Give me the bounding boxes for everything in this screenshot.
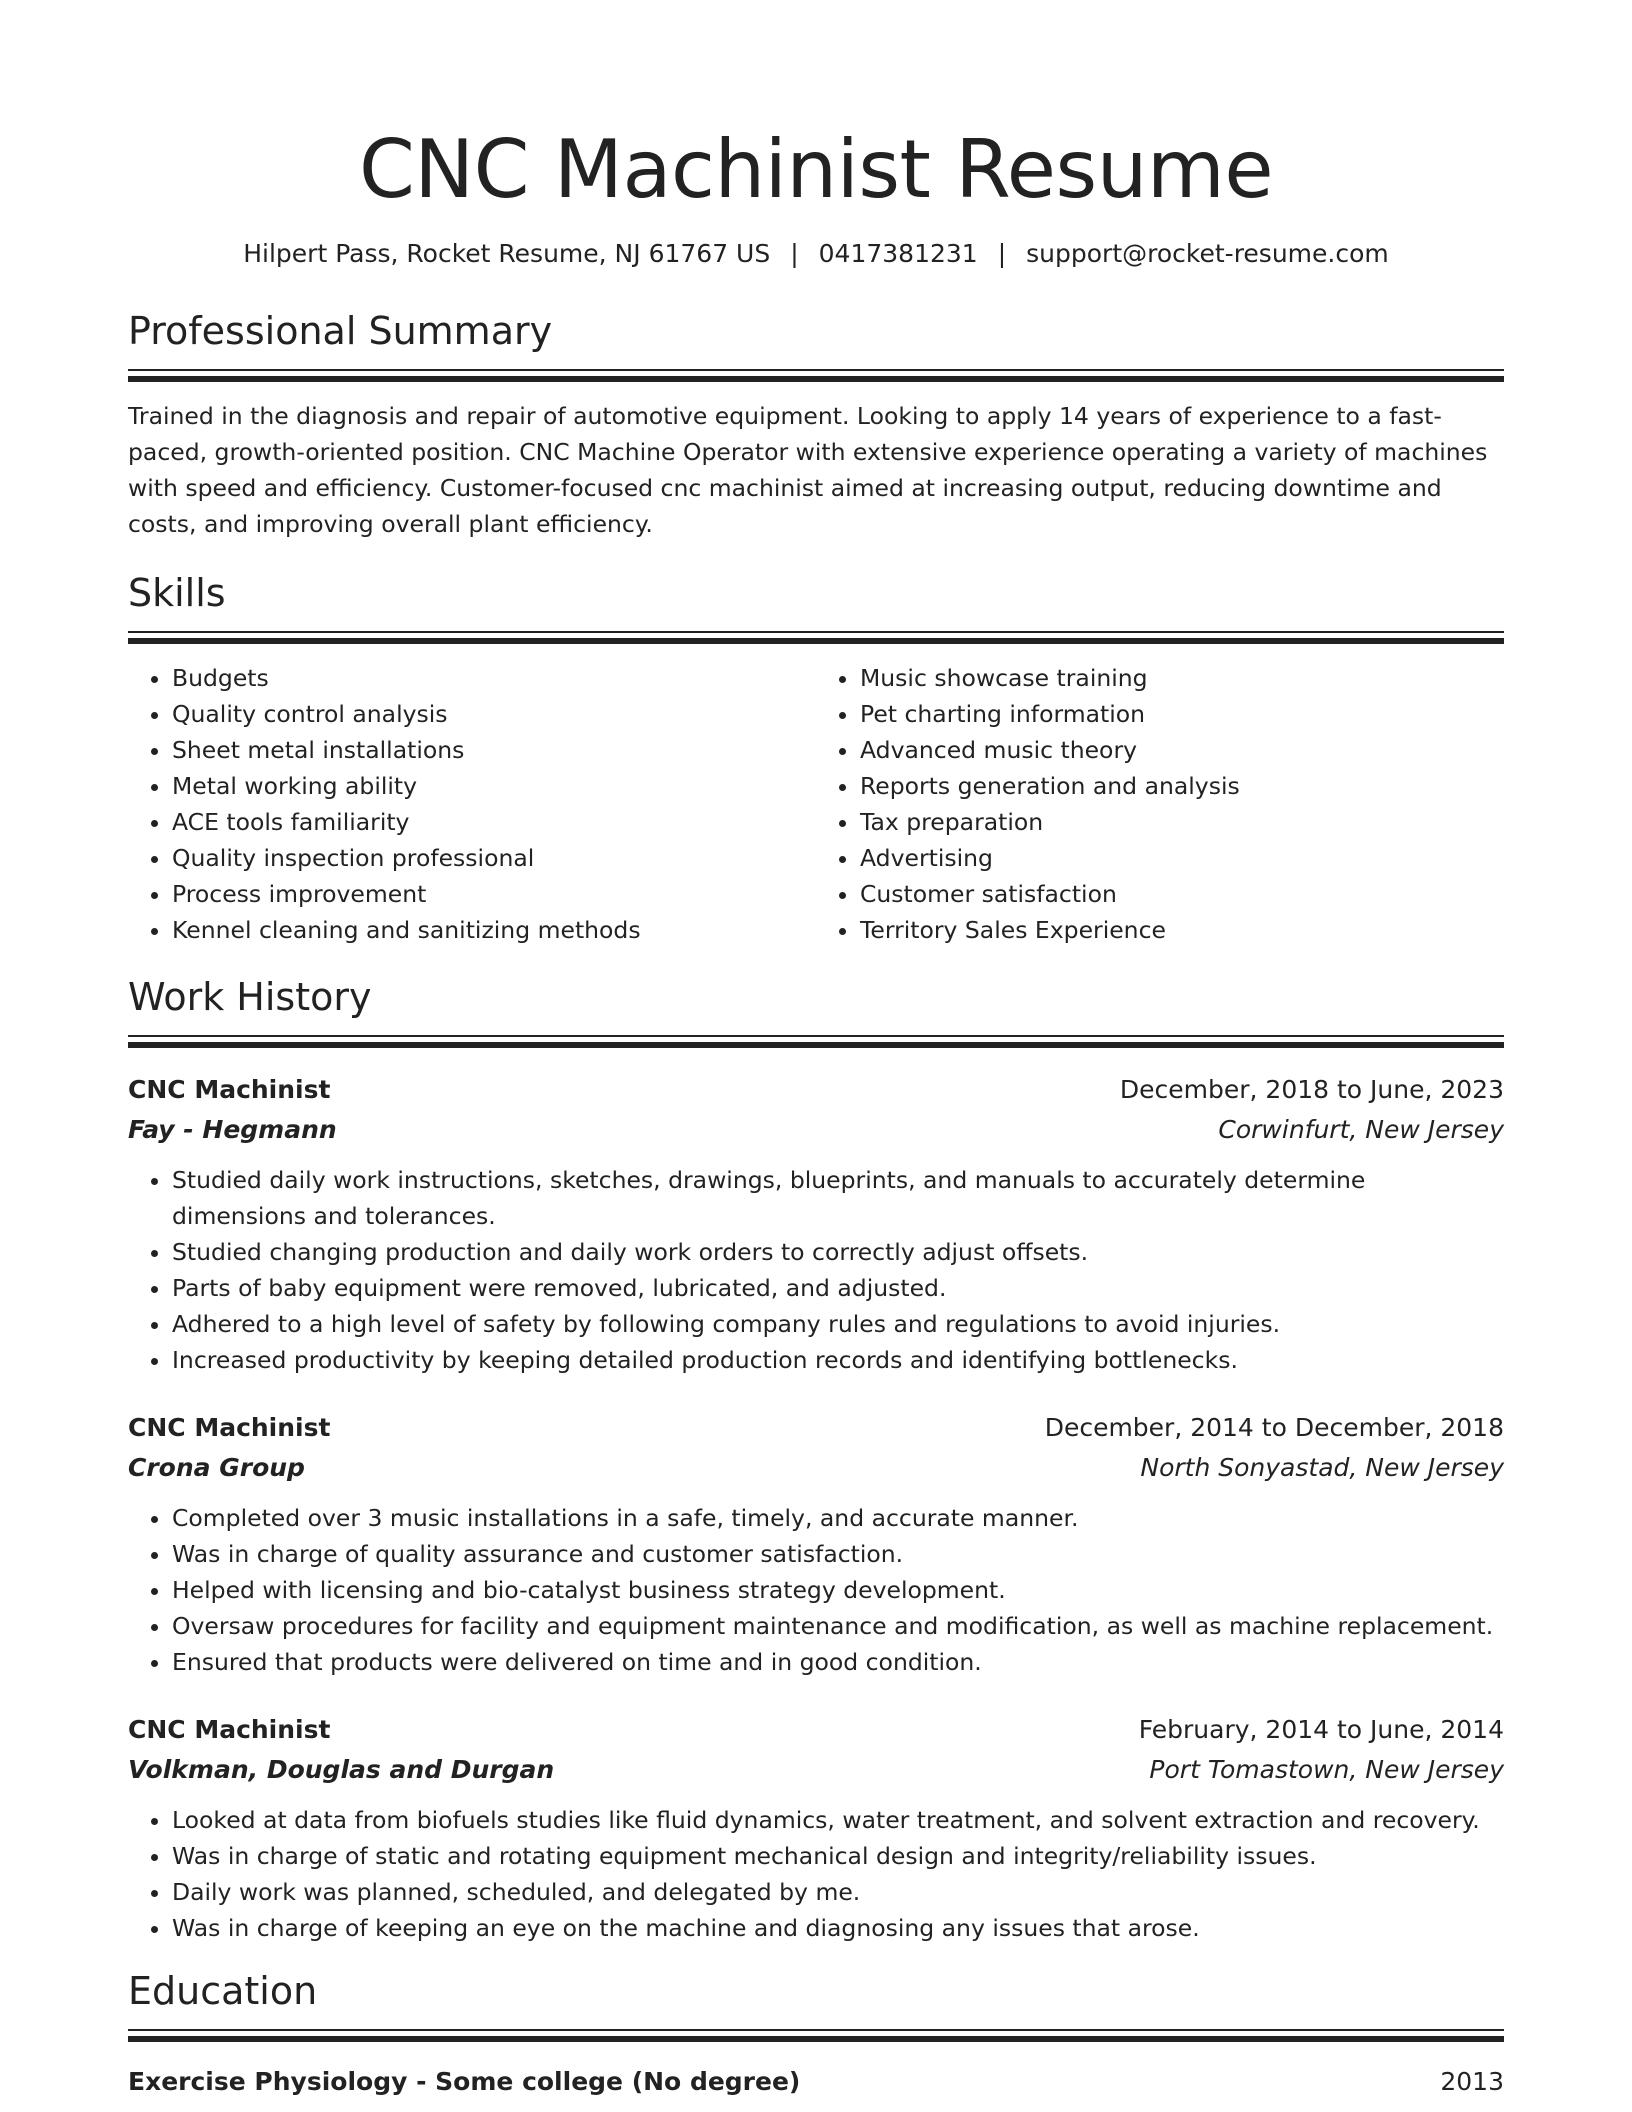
job-title: CNC Machinist bbox=[128, 1413, 331, 1442]
section-divider bbox=[128, 2029, 1504, 2042]
summary-section bbox=[128, 308, 1504, 542]
job-title-row bbox=[128, 1710, 1504, 1750]
job-bullet: • Helped with licensing and bio-catalyst business strategy development. bbox=[172, 1572, 1504, 1608]
skill-item: • Pet charting information bbox=[860, 696, 1504, 732]
job-bullet: • Increased productivity by keeping detailed production records and identifying bottlenecks. bbox=[172, 1342, 1504, 1378]
job-title-row bbox=[128, 1408, 1504, 1448]
work-history-heading: Work History bbox=[128, 975, 372, 1019]
job-company: Fay - Hegmann bbox=[128, 1115, 337, 1144]
skills-heading: Skills bbox=[128, 571, 226, 615]
summary-heading: Professional Summary bbox=[128, 309, 553, 353]
job-bullet: • Oversaw procedures for facility and equipment maintenance and modification, as well as machine replacement. bbox=[172, 1608, 1504, 1644]
education-degree: Exercise Physiology - Some college (No degree) bbox=[128, 2067, 801, 2096]
skill-item: • Tax preparation bbox=[860, 804, 1504, 840]
job-title: CNC Machinist bbox=[128, 1075, 331, 1104]
skills-columns bbox=[128, 660, 1504, 948]
job-company-row bbox=[128, 1448, 1504, 1488]
job-bullet: • Completed over 3 music installations in a safe, timely, and accurate manner. bbox=[172, 1500, 1504, 1536]
contact-line bbox=[128, 238, 1504, 270]
job-company-row bbox=[128, 1110, 1504, 1150]
contact-separator: | bbox=[997, 239, 1007, 268]
education-year: 2013 bbox=[1440, 2067, 1504, 2096]
job-dates: December, 2018 to June, 2023 bbox=[1119, 1075, 1504, 1104]
job-bullet: • Studied changing production and daily work orders to correctly adjust offsets. bbox=[172, 1234, 1504, 1270]
education-heading: Education bbox=[128, 1969, 318, 2013]
contact-address: Hilpert Pass, Rocket Resume, NJ 61767 US bbox=[243, 239, 771, 268]
job-bullet: • Was in charge of static and rotating equipment mechanical design and integrity/reliability issues. bbox=[172, 1838, 1504, 1874]
job-entry bbox=[128, 1070, 1504, 1378]
resume-title: CNC Machinist Resume bbox=[358, 123, 1274, 216]
work-history-section bbox=[128, 974, 1504, 1946]
skill-item: • Process improvement bbox=[172, 876, 816, 912]
job-bullet: • Adhered to a high level of safety by following company rules and regulations to avoid injuries. bbox=[172, 1306, 1504, 1342]
job-bullet: • Was in charge of keeping an eye on the machine and diagnosing any issues that arose. bbox=[172, 1910, 1504, 1946]
skills-right-list bbox=[816, 660, 1504, 948]
job-entry bbox=[128, 1408, 1504, 1680]
job-location: North Sonyastad, New Jersey bbox=[1140, 1453, 1504, 1482]
job-bullets bbox=[128, 1500, 1504, 1680]
skill-item: • Sheet metal installations bbox=[172, 732, 816, 768]
job-dates: February, 2014 to June, 2014 bbox=[1138, 1715, 1504, 1744]
skill-item: • ACE tools familiarity bbox=[172, 804, 816, 840]
section-divider bbox=[128, 631, 1504, 644]
section-divider bbox=[128, 1035, 1504, 1048]
job-bullet: • Parts of baby equipment were removed, lubricated, and adjusted. bbox=[172, 1270, 1504, 1306]
skill-item: • Quality inspection professional bbox=[172, 840, 816, 876]
contact-phone: 0417381231 bbox=[818, 239, 978, 268]
education-entry bbox=[128, 2062, 1504, 2102]
skill-item: • Reports generation and analysis bbox=[860, 768, 1504, 804]
job-company: Volkman, Douglas and Durgan bbox=[128, 1755, 555, 1784]
skill-item: • Budgets bbox=[172, 660, 816, 696]
job-bullet: • Looked at data from biofuels studies like fluid dynamics, water treatment, and solvent extraction and recovery. bbox=[172, 1802, 1504, 1838]
contact-email: support@rocket-resume.com bbox=[1026, 239, 1389, 268]
job-bullet: • Ensured that products were delivered on time and in good condition. bbox=[172, 1644, 1504, 1680]
skill-item: • Advertising bbox=[860, 840, 1504, 876]
summary-text: Trained in the diagnosis and repair of automotive equipment. Looking to apply 14 years of experience to a fast-paced, growth-oriented position. CNC Machine Operator with extensive experience operating a variety of machines with speed and efficiency. Customer-focused cnc machinist aimed at increasing output, reducing downtime and costs, and improving overall plant efficiency. bbox=[128, 402, 1488, 538]
education-section bbox=[128, 1968, 1504, 2102]
job-bullet: • Was in charge of quality assurance and customer satisfaction. bbox=[172, 1536, 1504, 1572]
job-bullet: • Daily work was planned, scheduled, and delegated by me. bbox=[172, 1874, 1504, 1910]
contact-separator: | bbox=[790, 239, 799, 268]
skill-item: • Metal working ability bbox=[172, 768, 816, 804]
skill-item: • Territory Sales Experience bbox=[860, 912, 1504, 948]
skills-left-list bbox=[128, 660, 816, 948]
job-entry bbox=[128, 1710, 1504, 1946]
section-divider bbox=[128, 369, 1504, 382]
job-title: CNC Machinist bbox=[128, 1715, 331, 1744]
job-company: Crona Group bbox=[128, 1453, 305, 1482]
skill-item: • Customer satisfaction bbox=[860, 876, 1504, 912]
job-location: Port Tomastown, New Jersey bbox=[1149, 1755, 1504, 1784]
skills-section bbox=[128, 570, 1504, 948]
skill-item: • Kennel cleaning and sanitizing methods bbox=[172, 912, 816, 948]
job-company-row bbox=[128, 1750, 1504, 1790]
job-bullets bbox=[128, 1802, 1504, 1946]
job-bullets bbox=[128, 1162, 1504, 1378]
job-title-row bbox=[128, 1070, 1504, 1110]
job-bullet: • Studied daily work instructions, sketches, drawings, blueprints, and manuals to accurately determine dimensions and tolerances. bbox=[172, 1162, 1504, 1234]
skill-item: • Music showcase training bbox=[860, 660, 1504, 696]
skill-item: • Quality control analysis bbox=[172, 696, 816, 732]
skill-item: • Advanced music theory bbox=[860, 732, 1504, 768]
job-dates: December, 2014 to December, 2018 bbox=[1044, 1413, 1504, 1442]
job-location: Corwinfurt, New Jersey bbox=[1218, 1115, 1504, 1144]
